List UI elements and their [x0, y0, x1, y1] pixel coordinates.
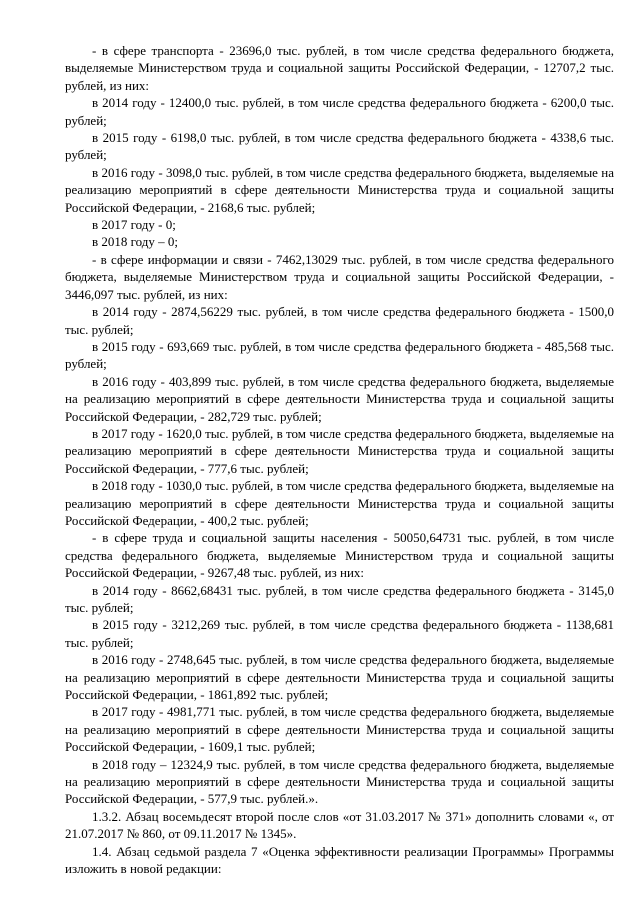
paragraph-labour-2018: в 2018 году – 12324,9 тыс. рублей, в том числе средства федерального бюджета, выделяемые на реализацию мероприятий в сфере деятельности Министерства труда и социальной защиты Российской Федерации, - 577,9 тыс. рублей.».: [65, 756, 614, 807]
paragraph-transport-2017: в 2017 году - 0;: [92, 217, 176, 233]
paragraph-information-2014: в 2014 году - 2874,56229 тыс. рублей, в том числе средства федерального бюджета - 1500,0 тыс. рублей;: [65, 304, 614, 337]
paragraph-transport-2016: в 2016 году - 3098,0 тыс. рублей, в том числе средства федерального бюджета, выделяемые на реализацию мероприятий в сфере деятельности Министерства труда и социальной защиты Российской Федерации, - 2168,6 тыс. рублей;: [65, 164, 614, 215]
paragraph-information-2015: в 2015 году - 693,669 тыс. рублей, в том числе средства федерального бюджета - 485,568 тыс. рублей;: [65, 338, 614, 372]
paragraph-labour-2015: в 2015 году - 3212,269 тыс. рублей, в том числе средства федерального бюджета - 1138,681 тыс. рублей;: [65, 617, 614, 650]
paragraph-transport-2018: в 2018 году – 0;: [92, 234, 178, 250]
paragraph-information: - в сфере информации и связи - 7462,13029 тыс. рублей, в том числе средства федерального бюджета, выделяемые Министерством труда и социальной защиты Российской Федерации, - 3446,097 тыс. рублей, из них:: [65, 251, 614, 302]
paragraph-transport-2014: в 2014 году - 12400,0 тыс. рублей, в том числе средства федерального бюджета - 6200,0 тыс. рублей;: [65, 95, 614, 128]
paragraph-information-2016: в 2016 году - 403,899 тыс. рублей, в том числе средства федерального бюджета, выделяемые на реализацию мероприятий в сфере деятельности Министерства труда и социальной защиты Российской Федерации, - 282,729 тыс. рублей;: [65, 373, 614, 424]
paragraph-item-1-3-2: 1.3.2. Абзац восемьдесят второй после слов «от 31.03.2017 № 371» дополнить словами «, от 21.07.2017 № 860, от 09.11.2017 № 1345».: [65, 808, 614, 842]
paragraph-labour-2017: в 2017 году - 4981,771 тыс. рублей, в том числе средства федерального бюджета, выделяемые на реализацию мероприятий в сфере деятельности Министерства труда и социальной защиты Российской Федерации, - 1609,1 тыс. рублей;: [65, 704, 614, 755]
paragraph-labour-2014: в 2014 году - 8662,68431 тыс. рублей, в том числе средства федерального бюджета - 3145,0 тыс. рублей;: [65, 582, 614, 615]
paragraph-labour-2016: в 2016 году - 2748,645 тыс. рублей, в том числе средства федерального бюджета, выделяемые на реализацию мероприятий в сфере деятельности Министерства труда и социальной защиты Российской Федерации, - 1861,892 тыс. рублей;: [65, 652, 614, 703]
document-page: [65, 42, 614, 878]
paragraph-information-2018: в 2018 году - 1030,0 тыс. рублей, в том числе средства федерального бюджета, выделяемые на реализацию мероприятий в сфере деятельности Министерства труда и социальной защиты Российской Федерации, - 400,2 тыс. рублей;: [65, 478, 614, 528]
paragraph-transport-2015: в 2015 году - 6198,0 тыс. рублей, в том числе средства федерального бюджета - 4338,6 тыс. рублей;: [65, 130, 614, 163]
paragraph-labour: - в сфере труда и социальной защиты населения - 50050,64731 тыс. рублей, в том числе средства федерального бюджета, выделяемые Министерством труда и социальной защиты Российской Федерации, - 9267,48 тыс. рублей, из них:: [65, 530, 614, 581]
paragraph-information-2017: в 2017 году - 1620,0 тыс. рублей, в том числе средства федерального бюджета, выделяемые на реализацию мероприятий в сфере деятельности Министерства труда и социальной защиты Российской Федерации, - 777,6 тыс. рублей;: [65, 425, 614, 476]
paragraph-item-1-4: 1.4. Абзац седьмой раздела 7 «Оценка эффективности реализации Программы» Программы изложить в новой редакции:: [65, 843, 614, 877]
paragraph-transport: - в сфере транспорта - 23696,0 тыс. рублей, в том числе средства федерального бюджета, выделяемые Министерством труда и социальной защиты Российской Федерации, - 12707,2 тыс. рублей, из них:: [65, 43, 614, 93]
